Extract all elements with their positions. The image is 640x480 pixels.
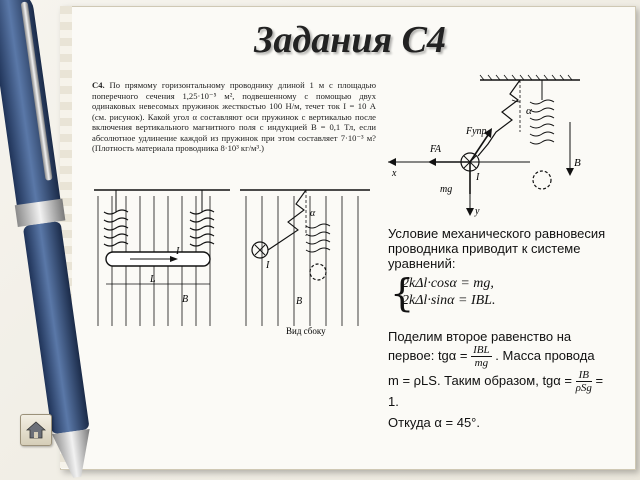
equation-2: 2kΔl·sinα = IBL. <box>402 293 496 308</box>
page-title: Задания С4 <box>254 19 446 61</box>
fraction-1-num: IBL <box>473 344 490 356</box>
solution-block <box>388 226 608 430</box>
fraction-2 <box>576 369 592 394</box>
side-view-caption: Вид сбоку <box>286 326 326 336</box>
problem-body: По прямому горизонтальному проводнику длиной 1 м с площадью поперечного сечения 1,25·10⁻⁵ м², подвешенному с помощью двух одинаковых невесомых пружинок жесткостью 100 Н/м, течет ток I = 10 А (см. рисунок). Какой угол α составляют оси пружинок с вертикалью после включения вертикального магнитного поля с индукцией B = 0,1 Тл, если абсолютное удлинение каждой из пружинок при этом составляет 7·10⁻³ м? (Плотность материала проводника 8·10³ кг/м³.) <box>92 80 376 153</box>
problem-text <box>92 80 376 154</box>
length-label: L <box>150 274 156 285</box>
current-label: I <box>476 172 480 183</box>
force-diagram <box>380 72 590 222</box>
main-figure <box>90 186 380 336</box>
solution-division <box>388 329 608 409</box>
field-label: B <box>574 157 581 169</box>
side-field-label: B <box>296 296 303 307</box>
fraction-2-den: ρSg <box>575 382 592 394</box>
side-current-label: I <box>266 260 270 271</box>
equation-system <box>388 271 608 315</box>
spring-force-label: Fупр <box>466 126 487 137</box>
home-button[interactable] <box>20 414 52 446</box>
side-alpha-label: α <box>310 208 316 219</box>
main-current-label: I <box>176 246 180 257</box>
solution-intro: Условие механического равновесия проводника приводит к системе уравнений: <box>388 226 606 271</box>
division-text-b: . Масса провода m = ρLS. Таким образом, tgα = <box>388 347 595 388</box>
fraction-2-num: IB <box>576 369 592 382</box>
gravity-label: mg <box>440 184 453 195</box>
fraction-1-den: mg <box>474 357 489 369</box>
home-icon <box>26 420 46 440</box>
ampere-force-label: FA <box>430 144 441 155</box>
fraction-1 <box>471 344 492 369</box>
axis-y-label: y <box>475 206 480 217</box>
solution-result: Откуда α = 45°. <box>388 415 480 430</box>
problem-label: С4. <box>92 80 105 90</box>
division-text-c: = 1. <box>388 372 604 409</box>
axis-x-label: x <box>392 168 397 179</box>
system-brace: { <box>390 271 415 315</box>
equation-1: 2kΔl·cosα = mg, <box>402 276 494 291</box>
main-field-label: B <box>182 294 189 305</box>
division-text-a: Поделим второе равенство на первое: tgα = <box>388 329 572 363</box>
alpha-label: α <box>526 105 532 117</box>
